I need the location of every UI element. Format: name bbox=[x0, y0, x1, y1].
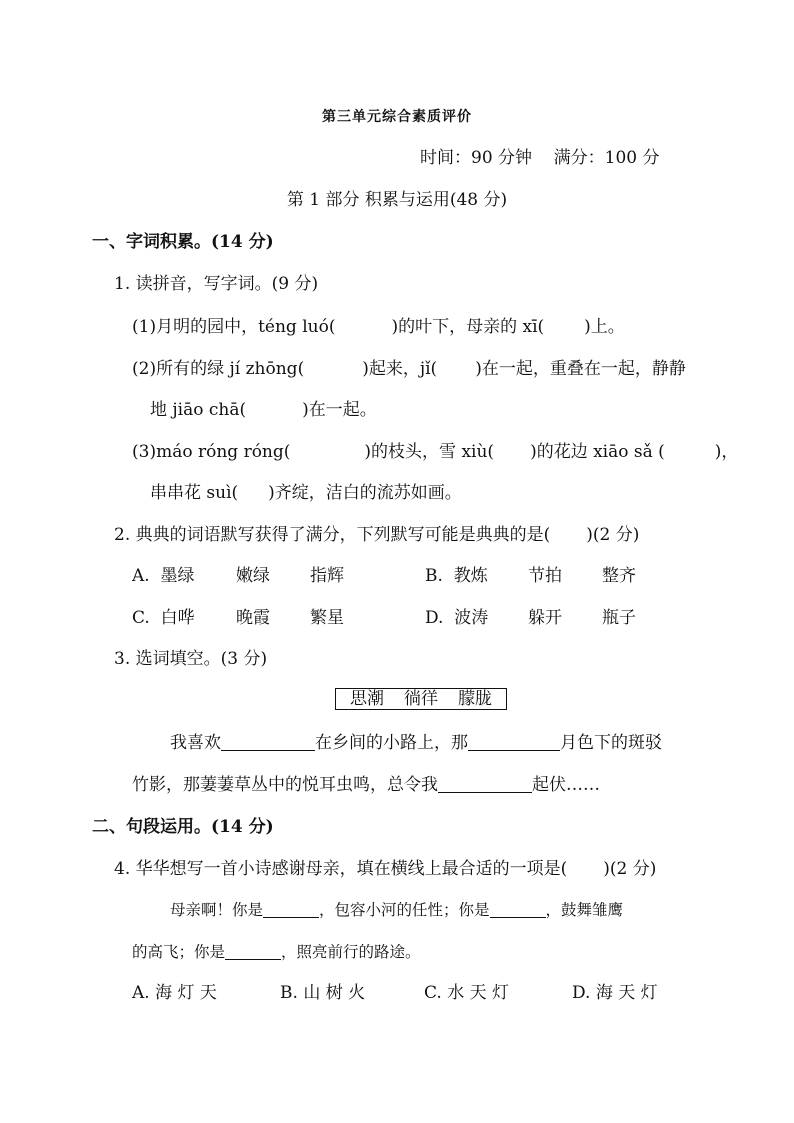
time-limit: 时间：90 分钟 bbox=[420, 148, 533, 168]
question-4-label: 4. 华华想写一首小诗感谢母亲，填在横线上最合适的一项是( )(2 分) bbox=[114, 859, 657, 879]
option-b: B. 山 树 火 bbox=[280, 983, 366, 1003]
blank-2[interactable] bbox=[468, 732, 560, 751]
question-1-line-1: (1)月明的园中，téng luó( )的叶下，母亲的 xī( )上。 bbox=[132, 317, 625, 337]
section-heading-2: 二、句段运用。(14 分) bbox=[92, 817, 274, 837]
question-1-line-3: 地 jiāo chā( )在一起。 bbox=[150, 400, 377, 420]
page-title: 第三单元综合素质评价 bbox=[322, 109, 472, 125]
section-heading-1: 一、字词积累。(14 分) bbox=[92, 232, 274, 252]
option-c: C. 白哗 bbox=[132, 608, 195, 628]
part-heading: 第 1 部分 积累与运用(48 分) bbox=[286, 190, 508, 210]
blank-3[interactable] bbox=[438, 774, 532, 793]
word-bank: 思潮 徜徉 朦胧 bbox=[335, 688, 507, 710]
poem-blank-2[interactable] bbox=[490, 899, 546, 918]
question-1-line-4: (3)máo róng róng( )的枝头，雪 xiù( )的花边 xiāo sǎ ( )， bbox=[132, 442, 739, 462]
question-2-label: 2. 典典的词语默写获得了满分，下列默写可能是典典的是( )(2 分) bbox=[114, 525, 640, 545]
option-c: C. 水 天 灯 bbox=[424, 983, 510, 1003]
question-3-label: 3. 选词填空。(3 分) bbox=[114, 649, 268, 669]
question-1-line-5: 串串花 suì( )齐绽，洁白的流苏如画。 bbox=[150, 483, 462, 503]
question-2-row-2: C. 白哗 晚霞 繁星 D. 波涛 躲开 瓶子 bbox=[132, 608, 636, 628]
question-1-label: 1. 读拼音，写字词。(9 分) bbox=[114, 274, 319, 294]
exam-meta bbox=[420, 146, 660, 170]
question-1-line-2: (2)所有的绿 jí zhōng( )起来，jǐ( )在一起，重叠在一起，静静 bbox=[132, 359, 686, 379]
poem-blank-1[interactable] bbox=[263, 899, 319, 918]
poem-line-2: 的高飞；你是 ，照亮前行的路途。 bbox=[132, 943, 421, 961]
question-2-row-1: A. 墨绿 嫩绿 指辉 B. 教炼 节拍 整齐 bbox=[132, 566, 636, 586]
question-4-options bbox=[0, 981, 794, 1005]
blank-1[interactable] bbox=[221, 732, 315, 751]
option-d: D. 海 天 灯 bbox=[572, 983, 658, 1003]
question-3-passage-2: 竹影，那萋萋草丛中的悦耳虫鸣，总令我 起伏…… bbox=[132, 775, 600, 795]
full-score: 满分：100 分 bbox=[553, 148, 660, 168]
poem-blank-3[interactable] bbox=[225, 941, 281, 960]
poem-line-1: 母亲啊！你是 ，包容小河的任性；你是 ，鼓舞雏鹰 bbox=[170, 901, 624, 919]
option-d: D. 波涛 bbox=[425, 608, 489, 628]
option-a: A. 墨绿 bbox=[132, 566, 195, 586]
question-3-passage-1: 我喜欢 在乡间的小路上，那 月色下的斑驳 bbox=[170, 733, 662, 753]
option-b: B. 教炼 bbox=[425, 566, 488, 586]
option-a: A. 海 灯 天 bbox=[132, 983, 217, 1003]
